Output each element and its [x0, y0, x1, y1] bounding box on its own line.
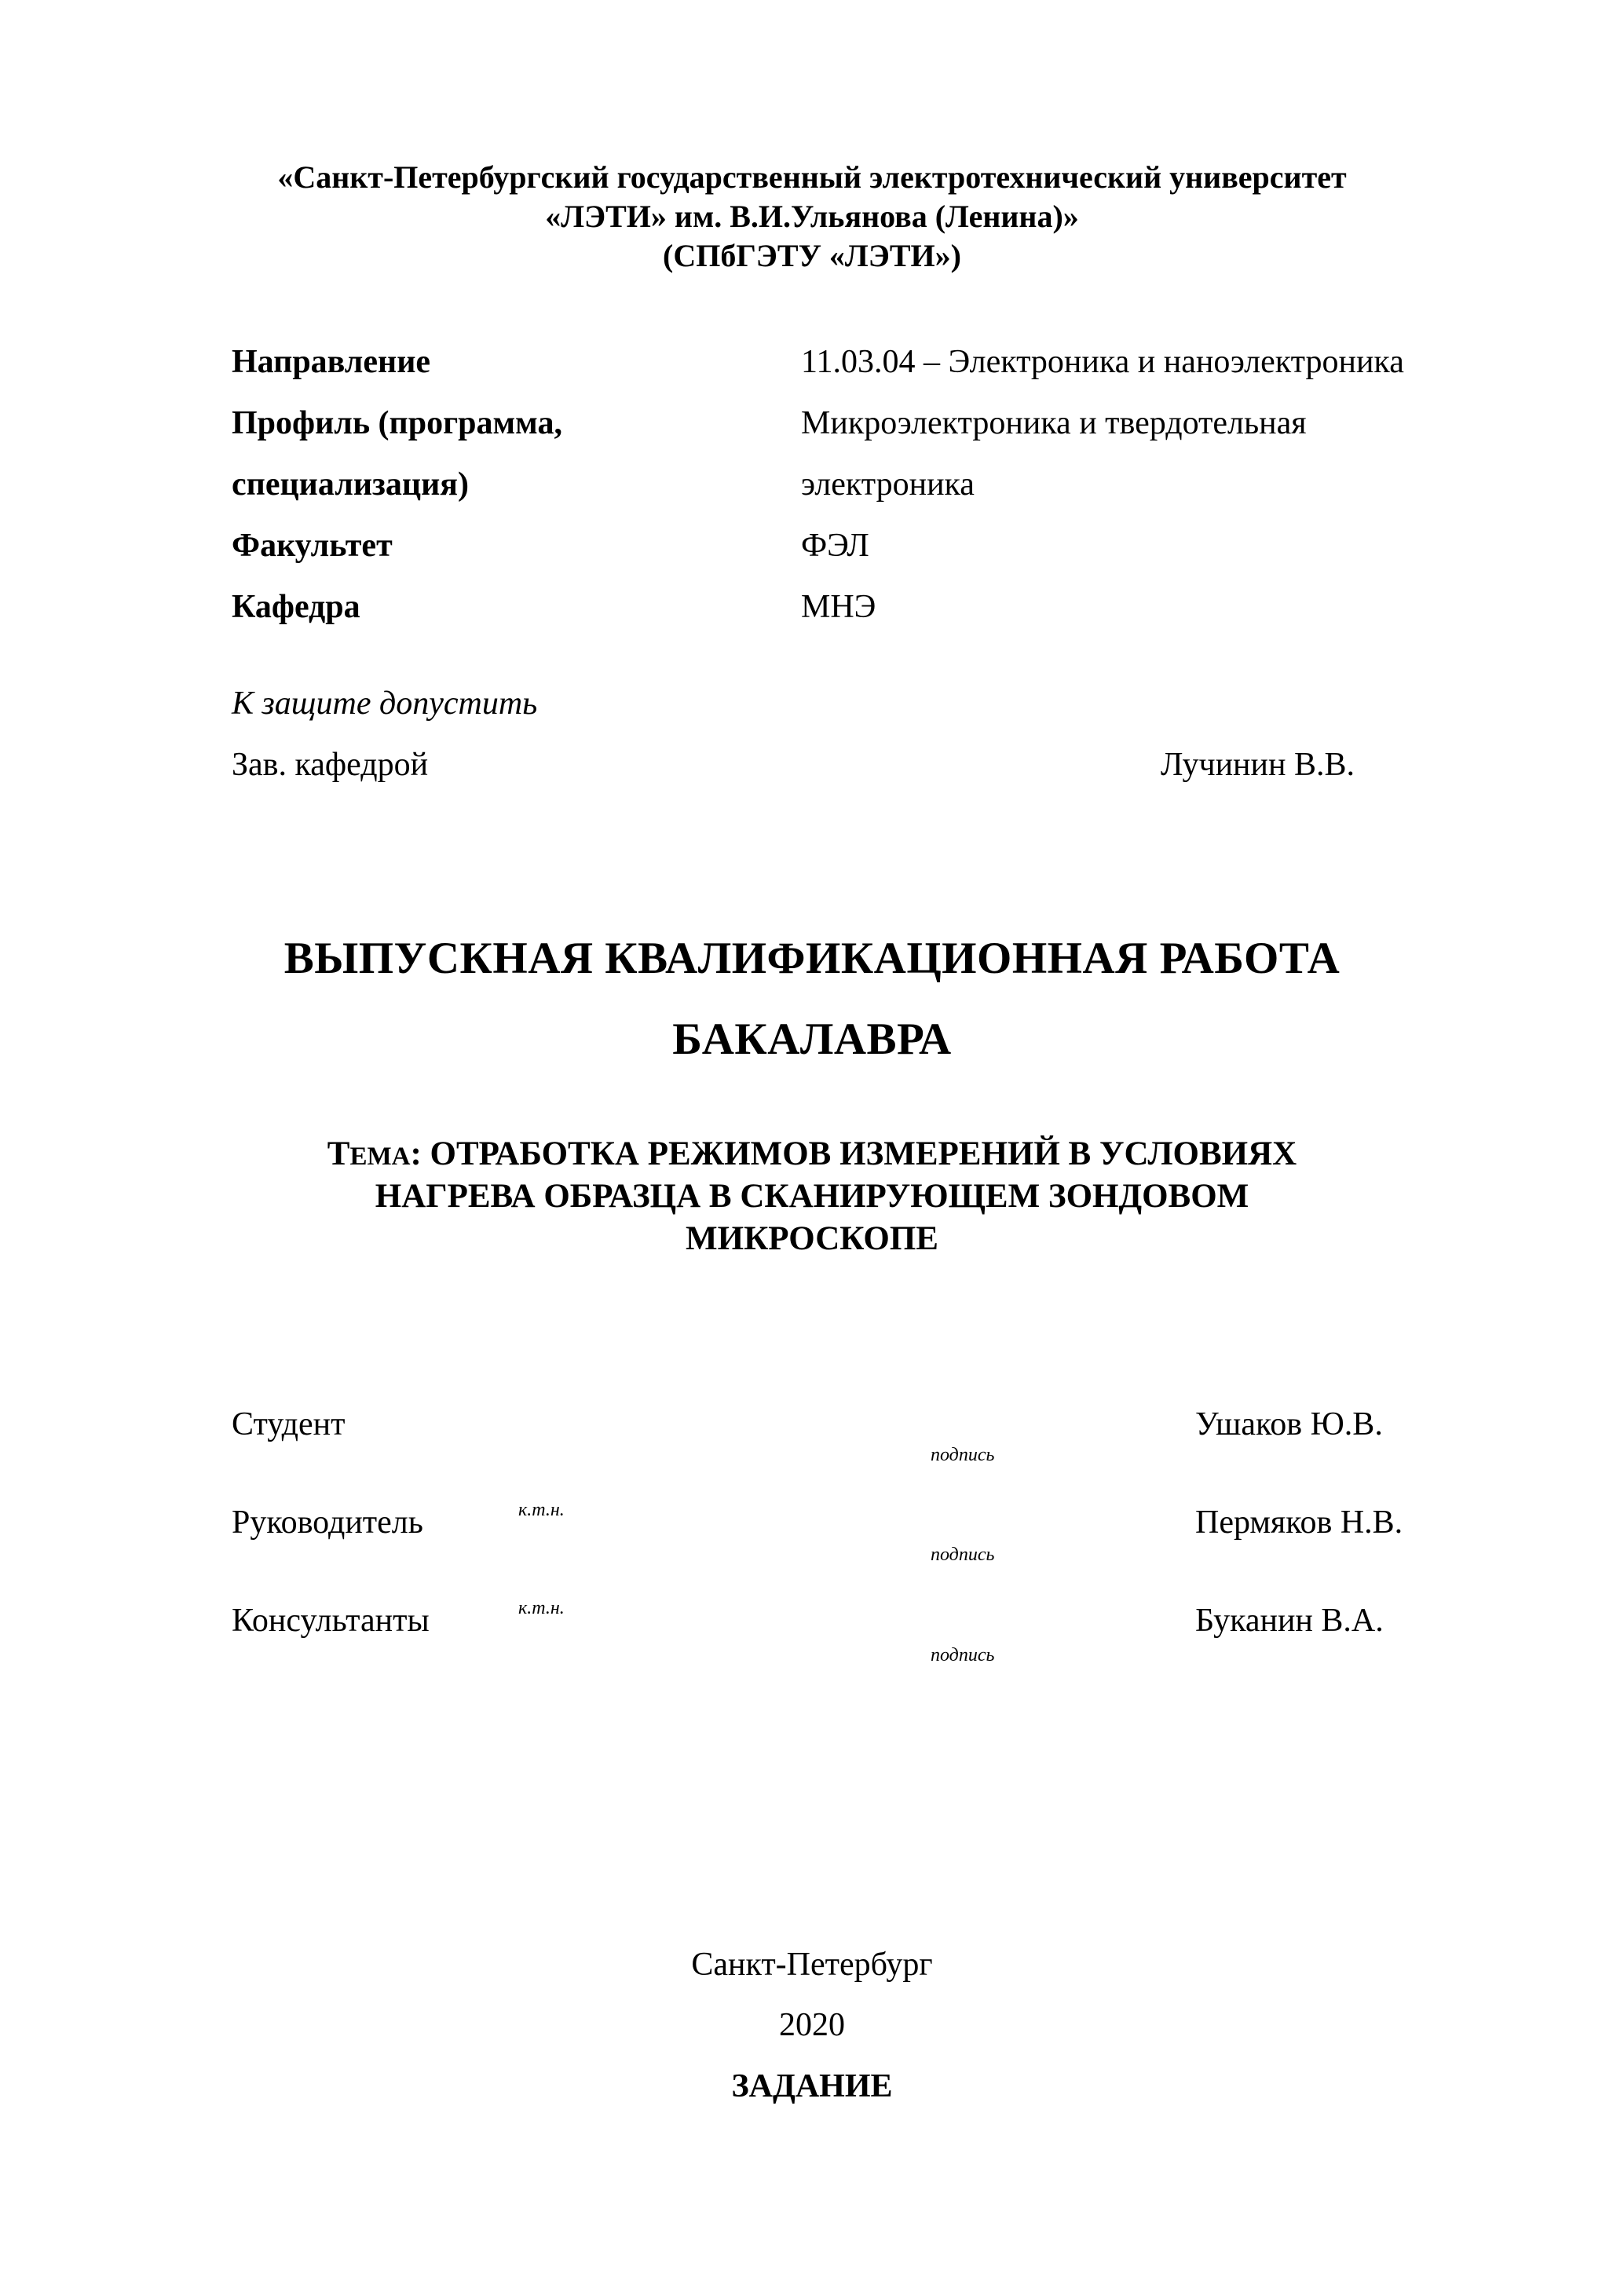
year: 2020	[779, 2007, 845, 2043]
work-title-line-2: БАКАЛАВРА	[672, 1015, 952, 1064]
head-of-department-label: Зав. кафедрой	[232, 747, 429, 783]
consultants-role: Консультанты	[232, 1603, 430, 1639]
topic-prefix-rest: ЕМА	[349, 1143, 411, 1171]
faculty-value: ФЭЛ	[801, 528, 869, 564]
student-signature-caption: подпись	[931, 1445, 995, 1465]
profile-label-line-2: специализация)	[232, 466, 469, 503]
topic-line-2: НАГРЕВА ОБРАЗЦА В СКАНИРУЮЩЕМ ЗОНДОВОМ	[375, 1178, 1249, 1215]
supervisor-degree: к.т.н.	[518, 1500, 565, 1520]
direction-label: Направление	[232, 344, 431, 380]
university-name-line-1: «Санкт-Петербургский государственный электротехнический университет	[277, 159, 1347, 195]
head-of-department-name: Лучинин В.В.	[1161, 747, 1355, 783]
faculty-label: Факультет	[232, 528, 393, 564]
topic-line-3: МИКРОСКОПЕ	[686, 1220, 938, 1257]
student-role: Студент	[232, 1406, 346, 1442]
supervisor-signature-caption: подпись	[931, 1545, 995, 1565]
consultant-degree: к.т.н.	[518, 1598, 565, 1618]
department-label: Кафедра	[232, 589, 360, 625]
department-value: МНЭ	[801, 589, 876, 625]
city: Санкт-Петербург	[691, 1947, 933, 1983]
university-abbreviation: (СПбГЭТУ «ЛЭТИ»)	[663, 238, 961, 273]
consultant-name: Буканин В.А.	[1195, 1603, 1384, 1639]
consultant-signature-caption: подпись	[931, 1645, 995, 1665]
student-name: Ушаков Ю.В.	[1195, 1406, 1383, 1442]
university-name-line-2: «ЛЭТИ» им. В.И.Ульянова (Ленина)»	[545, 199, 1079, 234]
supervisor-role: Руководитель	[232, 1504, 423, 1541]
supervisor-name: Пермяков Н.В.	[1195, 1504, 1403, 1541]
topic-text-line-1: ОТРАБОТКА РЕЖИМОВ ИЗМЕРЕНИЙ В УСЛОВИЯХ	[421, 1135, 1297, 1172]
profile-value-line-1: Микроэлектроника и твердотельная	[801, 405, 1307, 441]
topic-line-1	[0, 1133, 1624, 1178]
profile-value-line-2: электроника	[801, 466, 975, 503]
topic-prefix-initial: Т	[327, 1135, 350, 1172]
profile-label-line-1: Профиль (программа,	[232, 405, 562, 441]
direction-value: 11.03.04 – Электроника и наноэлектроника	[801, 344, 1404, 380]
admit-to-defense-text: К защите допустить	[232, 686, 538, 722]
work-title-line-1: ВЫПУСКНАЯ КВАЛИФИКАЦИОННАЯ РАБОТА	[283, 934, 1341, 983]
assignment-heading: ЗАДАНИЕ	[731, 2068, 893, 2104]
topic-colon: :	[410, 1135, 422, 1172]
